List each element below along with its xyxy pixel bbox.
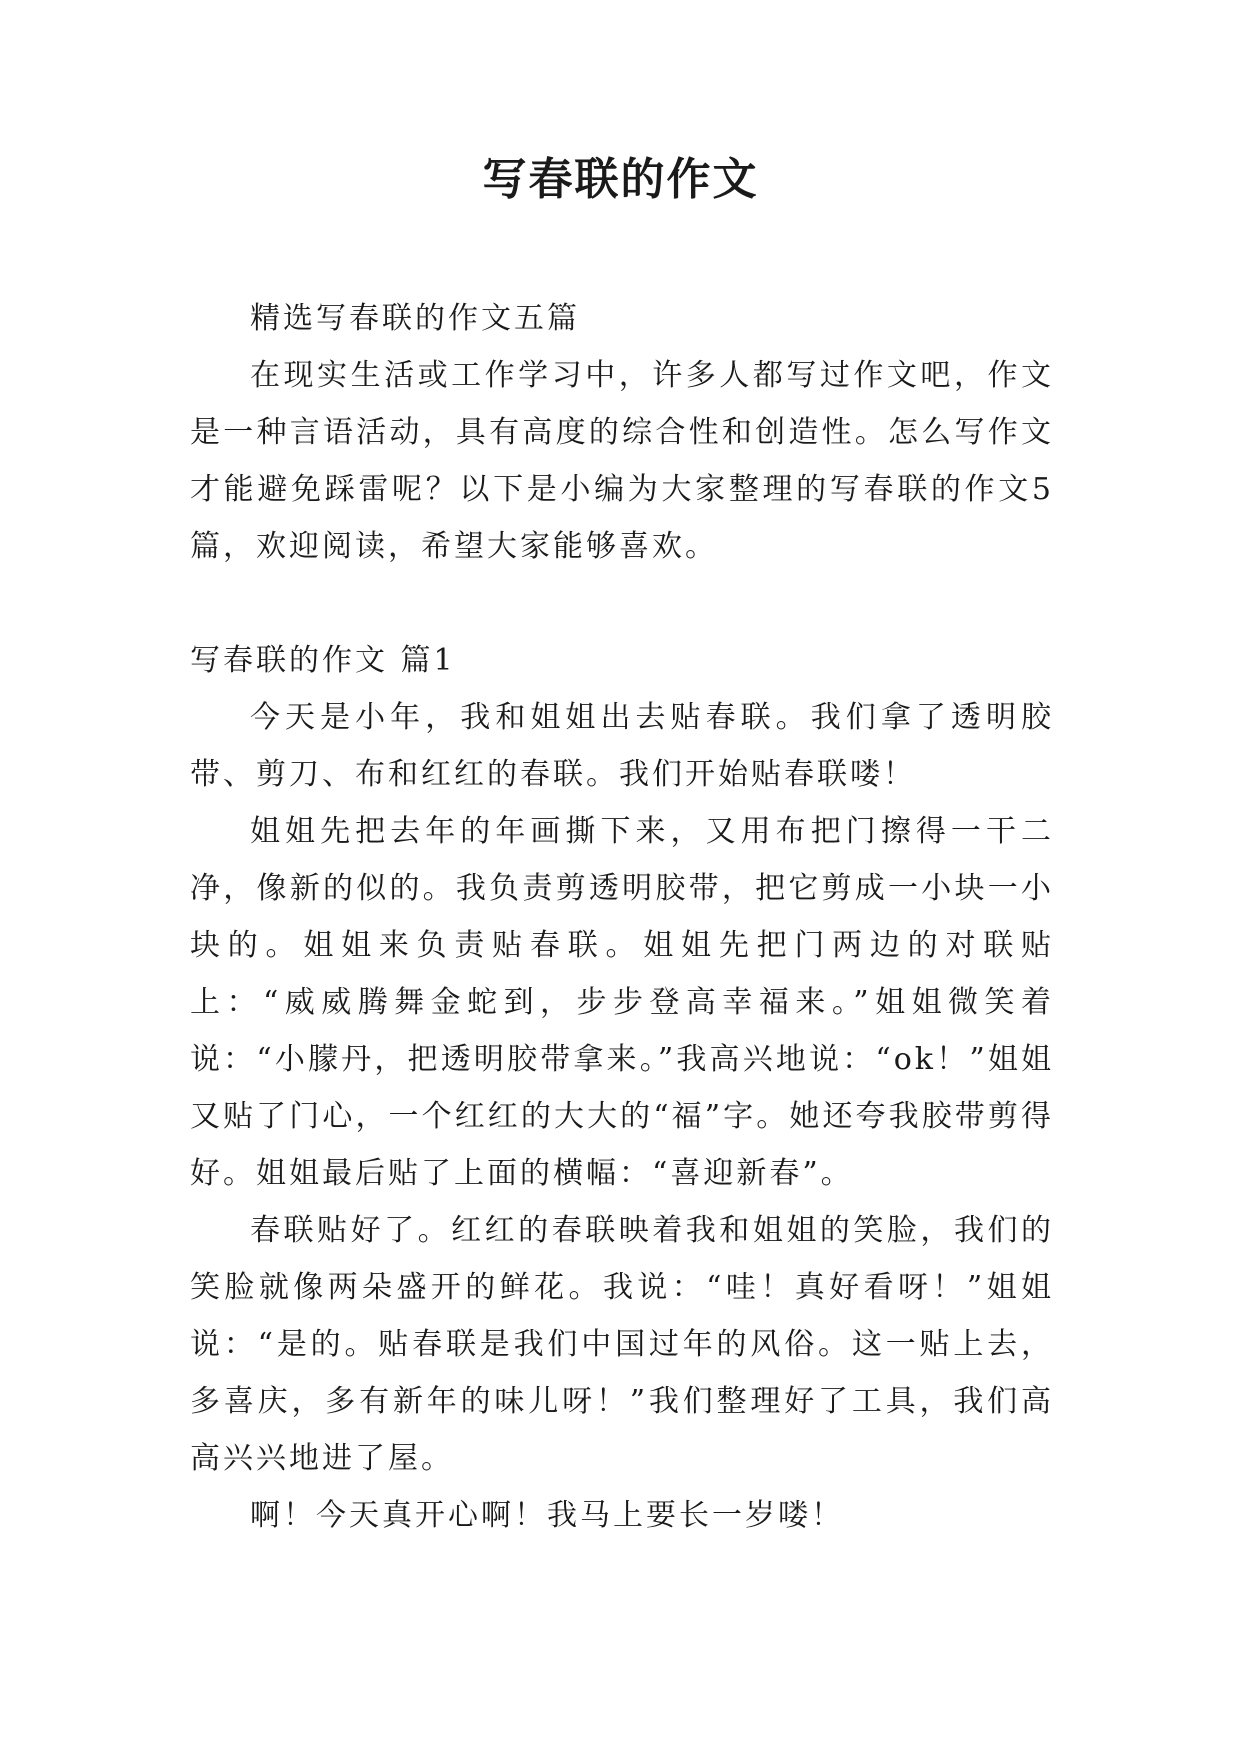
document-body: [190, 290, 1054, 1544]
body-paragraph-3: 春联贴好了。红红的春联映着我和姐姐的笑脸，我们的笑脸就像两朵盛开的鲜花。我说：“哇！真好看呀！”姐姐说：“是的。贴春联是我们中国过年的风俗。这一贴上去，多喜庆，多有新年的味儿呀！”我们整理好了工具，我们高高兴兴地进了屋。: [190, 1213, 1054, 1476]
body-paragraph-1: 今天是小年，我和姐姐出去贴春联。我们拿了透明胶带、剪刀、布和红红的春联。我们开始贴春联喽！: [190, 700, 1054, 792]
section-heading: 写春联的作文 篇1: [190, 643, 456, 678]
body-paragraph-2: 姐姐先把去年的年画撕下来，又用布把门擦得一干二净，像新的似的。我负责剪透明胶带，把它剪成一小块一小块的。姐姐来负责贴春联。姐姐先把门两边的对联贴上：“威威腾舞金蛇到，步步登高幸福来。”姐姐微笑着说：“小朦丹，把透明胶带拿来。”我高兴地说：“ok！”姐姐又贴了门心，一个红红的大大的“福”字。她还夸我胶带剪得好。姐姐最后贴了上面的横幅：“喜迎新春”。: [190, 814, 1054, 1191]
intro-paragraph: 在现实生活或工作学习中，许多人都写过作文吧，作文是一种言语活动，具有高度的综合性和创造性。怎么写作文才能避免踩雷呢？以下是小编为大家整理的写春联的作文5篇，欢迎阅读，希望大家能够喜欢。: [190, 358, 1054, 564]
body-paragraph-4: 啊！今天真开心啊！我马上要长一岁喽！: [250, 1498, 844, 1533]
document-title: 写春联的作文: [482, 154, 759, 205]
intro-subtitle: 精选写春联的作文五篇: [250, 301, 580, 336]
spacer: [190, 575, 1054, 632]
